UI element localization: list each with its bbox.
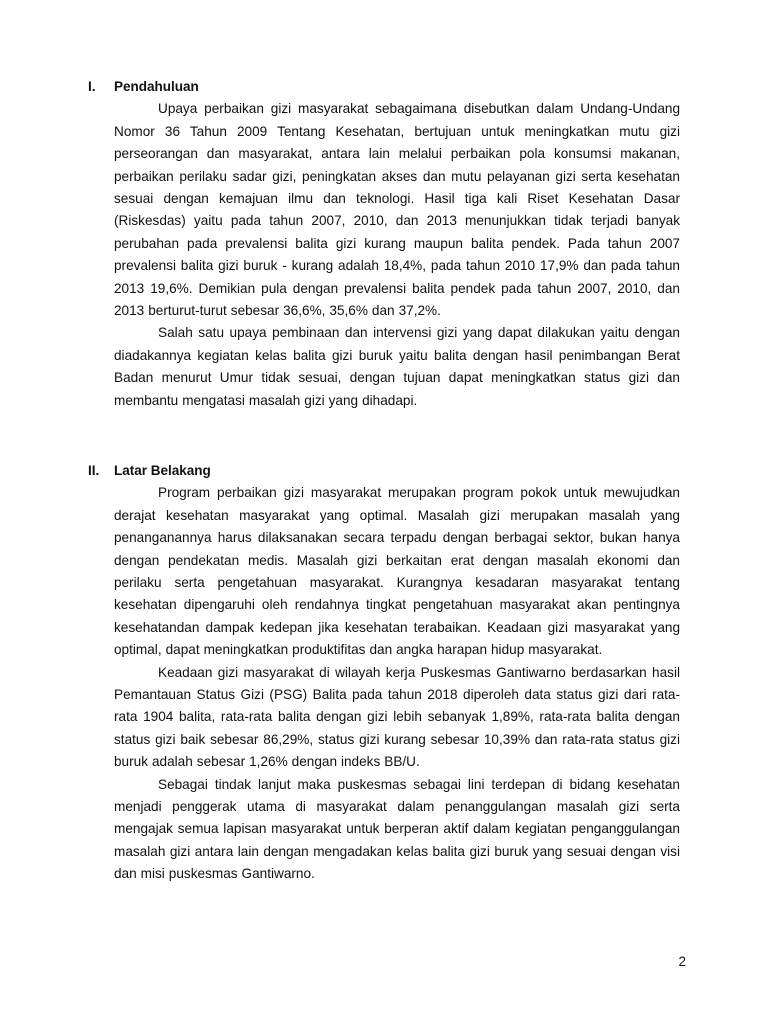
- section-title: Latar Belakang: [114, 463, 211, 478]
- section-body: [114, 482, 680, 885]
- section-latar-belakang: [88, 460, 680, 886]
- paragraph: Salah satu upaya pembinaan dan intervensi gizi yang dapat dilakukan yaitu dengan diadakannya kegiatan kelas balita gizi buruk yaitu balita dengan hasil penimbangan Berat Badan menurut Umur tidak sesuai, dengan tujuan dapat meningkatkan status gizi dan membantu mengatasi masalah gizi yang dihadapi.: [114, 325, 680, 408]
- section-title: Pendahuluan: [114, 79, 199, 94]
- section-heading: [88, 76, 680, 98]
- section-heading: [88, 460, 680, 482]
- paragraph: Upaya perbaikan gizi masyarakat sebagaimana disebutkan dalam Undang-Undang Nomor 36 Tahun 2009 Tentang Kesehatan, bertujuan untuk meningkatkan mutu gizi perseorangan dan masyarakat, antara lain melalui perbaikan pola konsumsi makanan, perbaikan perilaku sadar gizi, peningkatan akses dan mutu pelayanan gizi serta kesehatan sesuai dengan kemajuan ilmu dan teknologi. Hasil tiga kali Riset Kesehatan Dasar (Riskesdas) yaitu pada tahun 2007, 2010, dan 2013 menunjukkan tidak terjadi banyak perubahan pada prevalensi balita gizi kurang maupun balita pendek. Pada tahun 2007 prevalensi balita gizi buruk - kurang adalah 18,4%, pada tahun 2010 17,9% dan pada tahun 2013 19,6%. Demikian pula dengan prevalensi balita pendek pada tahun 2007, 2010, dan 2013 berturut-turut sebesar 36,6%, 35,6% dan 37,2%.: [114, 101, 680, 319]
- section-body: [114, 98, 680, 412]
- page-number: 2: [678, 954, 686, 969]
- section-number: II.: [88, 463, 100, 478]
- paragraph: Sebagai tindak lanjut maka puskesmas sebagai lini terdepan di bidang kesehatan menjadi penggerak utama di masyarakat dalam penanggulangan masalah gizi serta mengajak semua lapisan masyarakat untuk berperan aktif dalam kegiatan penganggulangan masalah gizi antara lain dengan mengadakan kelas balita gizi buruk yang sesuai dengan visi dan misi puskesmas Gantiwarno.: [114, 776, 680, 882]
- paragraph: Keadaan gizi masyarakat di wilayah kerja Puskesmas Gantiwarno berdasarkan hasil Pemantauan Status Gizi (PSG) Balita pada tahun 2018 diperoleh data status gizi dari rata-rata 1904 balita, rata-rata balita dengan gizi lebih sebanyak 1,89%, rata-rata balita dengan status gizi baik sebesar 86,29%, status gizi kurang sebesar 10,39% dan rata-rata status gizi buruk adalah sebesar 1,26% dengan indeks BB/U.: [114, 664, 680, 770]
- section-number: I.: [88, 79, 96, 94]
- section-pendahuluan: [88, 76, 680, 412]
- paragraph: Program perbaikan gizi masyarakat merupakan program pokok untuk mewujudkan derajat kesehatan masyarakat yang optimal. Masalah gizi merupakan masalah yang penanganannya harus dilaksanakan secara terpadu dengan berbagai sektor, bukan hanya dengan pendekatan medis. Masalah gizi berkaitan erat dengan masalah ekonomi dan perilaku serta pengetahuan masyarakat. Kurangnya kesadaran masyarakat tentang kesehatan dipengaruhi oleh rendahnya tingkat pengetahuan masyarakat akan pentingnya kesehatandan dampak kedepan jika kesehatan terabaikan. Keadaan gizi masyarakat yang optimal, dapat meningkatkan produktifitas dan angka harapan hidup masyarakat.: [114, 485, 680, 658]
